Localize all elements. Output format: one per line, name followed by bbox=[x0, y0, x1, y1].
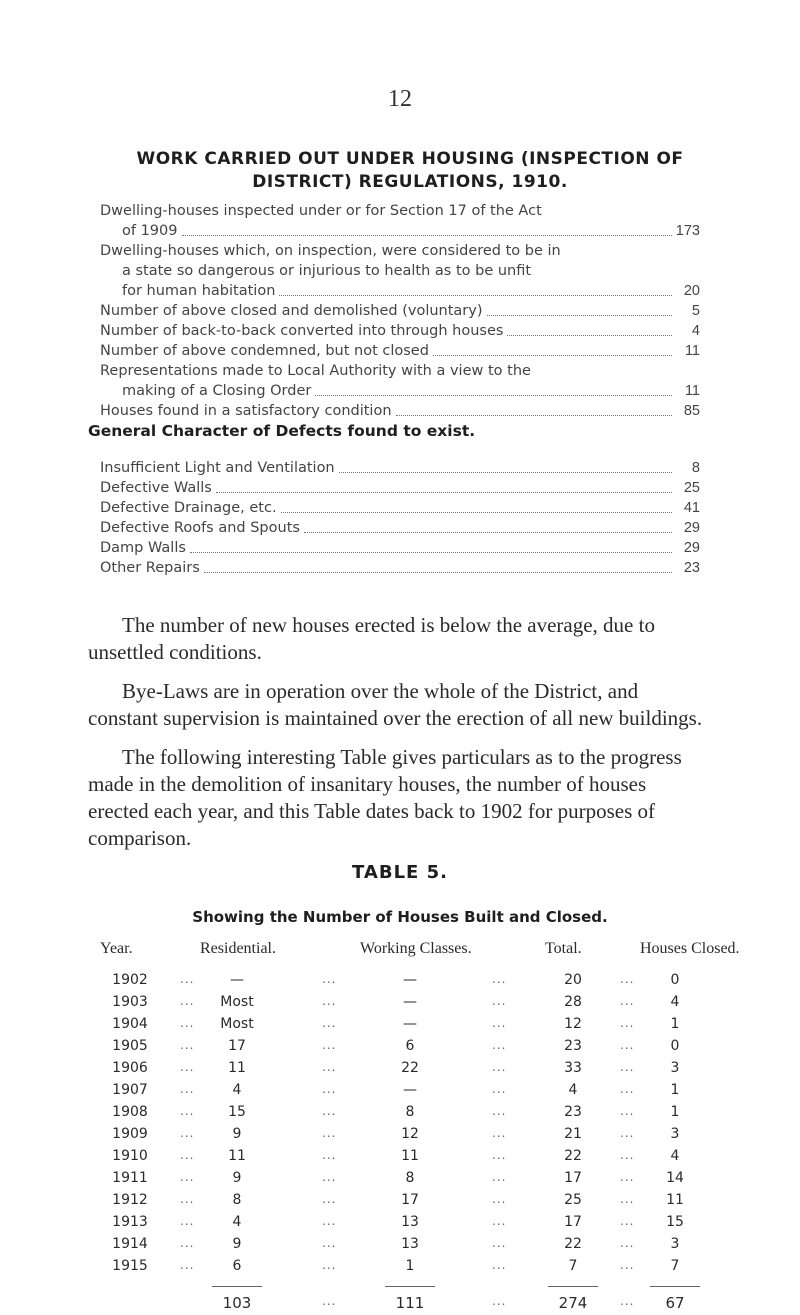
dot-separator: ... bbox=[620, 1214, 635, 1228]
defect-label: Defective Drainage, etc. bbox=[100, 500, 277, 516]
inspection-item bbox=[100, 381, 700, 401]
cell-total: 25 bbox=[564, 1192, 582, 1208]
dot-separator: ... bbox=[180, 1258, 195, 1272]
defect-value: 29 bbox=[683, 540, 700, 556]
cell-total: 20 bbox=[564, 972, 582, 988]
dot-separator: ... bbox=[180, 1038, 195, 1052]
cell-total: 4 bbox=[568, 1082, 578, 1098]
cell-working: 12 bbox=[401, 1126, 419, 1142]
dot-leader bbox=[190, 552, 672, 553]
dot-separator: ... bbox=[620, 972, 635, 986]
dot-separator: ... bbox=[180, 994, 195, 1008]
defect-item bbox=[100, 478, 700, 498]
table-row bbox=[0, 1038, 800, 1060]
total-residential: 103 bbox=[222, 1294, 252, 1312]
total-rule bbox=[385, 1286, 435, 1287]
table-row bbox=[0, 1214, 800, 1236]
inspection-item-label: Houses found in a satisfactory condition bbox=[100, 403, 392, 419]
dot-separator: ... bbox=[322, 1126, 337, 1140]
cell-residential: 17 bbox=[228, 1038, 246, 1054]
column-header: Total. bbox=[545, 940, 582, 957]
dot-separator: ... bbox=[620, 1170, 635, 1184]
dot-separator: ... bbox=[492, 1148, 507, 1162]
dot-separator: ... bbox=[322, 994, 337, 1008]
cell-year: 1904 bbox=[112, 1016, 148, 1032]
dot-separator: ... bbox=[620, 1236, 635, 1250]
total-rule bbox=[650, 1286, 700, 1287]
cell-residential: 11 bbox=[228, 1148, 246, 1164]
dot-separator: ... bbox=[180, 1236, 195, 1250]
page-number: 12 bbox=[388, 86, 412, 112]
inspection-item-value: 11 bbox=[684, 383, 700, 399]
total-rule bbox=[212, 1286, 262, 1287]
cell-residential: 15 bbox=[228, 1104, 246, 1120]
dot-separator: ... bbox=[322, 1294, 337, 1308]
inspection-item bbox=[100, 221, 700, 241]
table-row bbox=[0, 1258, 800, 1280]
paragraph: Bye-Laws are in operation over the whole of the District, and constant supervision is maintained over the erection of all new buildings. bbox=[88, 679, 703, 730]
defect-label: Defective Walls bbox=[100, 480, 212, 496]
dot-separator: ... bbox=[180, 972, 195, 986]
table-row bbox=[0, 1082, 800, 1104]
inspection-item bbox=[100, 321, 700, 341]
cell-residential: 11 bbox=[228, 1060, 246, 1076]
paragraph: The following interesting Table gives particulars as to the progress made in the demolition of insanitary houses, the number of houses erected each year, and this Table dates back to 1902 for purposes of comparison. bbox=[88, 745, 682, 850]
dot-separator: ... bbox=[492, 1016, 507, 1030]
cell-closed: 1 bbox=[670, 1104, 680, 1120]
dot-separator: ... bbox=[180, 1148, 195, 1162]
dot-separator: ... bbox=[620, 1082, 635, 1096]
dot-separator: ... bbox=[620, 1192, 635, 1206]
dot-separator: ... bbox=[322, 1038, 337, 1052]
inspection-item bbox=[100, 401, 700, 421]
inspection-item-text: Representations made to Local Authority with a view to the bbox=[100, 363, 531, 379]
cell-residential: 9 bbox=[232, 1170, 242, 1186]
total-rule bbox=[548, 1286, 598, 1287]
table-row bbox=[0, 1104, 800, 1126]
cell-total: 22 bbox=[564, 1148, 582, 1164]
cell-year: 1905 bbox=[112, 1038, 148, 1054]
cell-residential: 4 bbox=[232, 1082, 242, 1098]
cell-year: 1915 bbox=[112, 1258, 148, 1274]
cell-closed: 1 bbox=[670, 1016, 680, 1032]
dot-leader bbox=[507, 335, 672, 336]
column-header: Houses Closed. bbox=[640, 940, 740, 957]
dot-leader bbox=[182, 235, 672, 236]
inspection-item-label: of 1909 bbox=[122, 223, 178, 239]
inspection-item bbox=[100, 281, 700, 301]
cell-closed: 0 bbox=[670, 972, 680, 988]
cell-closed: 3 bbox=[670, 1060, 680, 1076]
defect-value: 41 bbox=[683, 500, 700, 516]
inspection-item-value: 85 bbox=[683, 403, 700, 419]
cell-closed: 15 bbox=[666, 1214, 684, 1230]
cell-year: 1911 bbox=[112, 1170, 148, 1186]
inspection-item-label: making of a Closing Order bbox=[122, 383, 312, 399]
cell-closed: 4 bbox=[670, 1148, 680, 1164]
cell-total: 23 bbox=[564, 1104, 582, 1120]
cell-working: — bbox=[403, 994, 417, 1010]
dot-separator: ... bbox=[322, 1236, 337, 1250]
cell-year: 1912 bbox=[112, 1192, 148, 1208]
defect-label: Other Repairs bbox=[100, 560, 200, 576]
cell-year: 1913 bbox=[112, 1214, 148, 1230]
cell-year: 1902 bbox=[112, 972, 148, 988]
defect-label: Damp Walls bbox=[100, 540, 186, 556]
inspection-item-value: 11 bbox=[684, 343, 700, 359]
table-row bbox=[0, 1126, 800, 1148]
cell-year: 1914 bbox=[112, 1236, 148, 1252]
table-row bbox=[0, 1192, 800, 1214]
inspection-item-label: for human habitation bbox=[122, 283, 276, 299]
dot-leader bbox=[339, 472, 672, 473]
cell-working: — bbox=[403, 1082, 417, 1098]
cell-working: 11 bbox=[401, 1148, 419, 1164]
paragraph: The number of new houses erected is below the average, due to unsettled conditions. bbox=[88, 613, 655, 664]
dot-separator: ... bbox=[492, 972, 507, 986]
cell-total: 17 bbox=[564, 1170, 582, 1186]
defect-item bbox=[100, 538, 700, 558]
cell-residential: 8 bbox=[232, 1192, 242, 1208]
dot-separator: ... bbox=[322, 1060, 337, 1074]
dot-separator: ... bbox=[620, 1104, 635, 1118]
inspection-item-label: Number of back-to-back converted into through houses bbox=[100, 323, 504, 339]
dot-separator: ... bbox=[620, 1258, 635, 1272]
defect-value: 25 bbox=[683, 480, 700, 496]
dot-separator: ... bbox=[492, 1258, 507, 1272]
table-subtitle: Showing the Number of Houses Built and Closed. bbox=[192, 908, 608, 926]
cell-year: 1910 bbox=[112, 1148, 148, 1164]
cell-total: 23 bbox=[564, 1038, 582, 1054]
cell-working: 17 bbox=[401, 1192, 419, 1208]
cell-residential: — bbox=[230, 972, 244, 988]
inspection-item bbox=[100, 341, 700, 361]
cell-total: 33 bbox=[564, 1060, 582, 1076]
cell-working: 13 bbox=[401, 1236, 419, 1252]
defect-label: Defective Roofs and Spouts bbox=[100, 520, 300, 536]
cell-residential: 9 bbox=[232, 1126, 242, 1142]
dot-separator: ... bbox=[322, 1258, 337, 1272]
cell-total: 28 bbox=[564, 994, 582, 1010]
dot-separator: ... bbox=[620, 1038, 635, 1052]
defect-item bbox=[100, 518, 700, 538]
dot-separator: ... bbox=[322, 1214, 337, 1228]
cell-residential: 9 bbox=[232, 1236, 242, 1252]
cell-year: 1906 bbox=[112, 1060, 148, 1076]
dot-leader bbox=[304, 532, 672, 533]
inspection-item-label: Number of above condemned, but not closed bbox=[100, 343, 429, 359]
dot-separator: ... bbox=[620, 1126, 635, 1140]
inspection-list bbox=[100, 201, 700, 421]
dot-separator: ... bbox=[180, 1082, 195, 1096]
dot-leader bbox=[487, 315, 672, 316]
dot-separator: ... bbox=[492, 1214, 507, 1228]
table-title: TABLE 5. bbox=[352, 862, 448, 883]
dot-separator: ... bbox=[322, 1016, 337, 1030]
table-row bbox=[0, 972, 800, 994]
cell-closed: 0 bbox=[670, 1038, 680, 1054]
cell-total: 22 bbox=[564, 1236, 582, 1252]
inspection-item-text: Dwelling-houses which, on inspection, were considered to be in bbox=[100, 243, 561, 259]
table-row bbox=[0, 1016, 800, 1038]
total-total: 274 bbox=[558, 1294, 588, 1312]
page-title: WORK CARRIED OUT UNDER HOUSING (INSPECTION OF DISTRICT) REGULATIONS, 1910. bbox=[136, 149, 684, 192]
defect-label: Insufficient Light and Ventilation bbox=[100, 460, 335, 476]
cell-working: 1 bbox=[405, 1258, 415, 1274]
dot-separator: ... bbox=[322, 1170, 337, 1184]
cell-closed: 3 bbox=[670, 1126, 680, 1142]
cell-residential: 6 bbox=[232, 1258, 242, 1274]
dot-separator: ... bbox=[492, 1082, 507, 1096]
dot-separator: ... bbox=[180, 1214, 195, 1228]
cell-working: 13 bbox=[401, 1214, 419, 1230]
dot-leader bbox=[204, 572, 672, 573]
inspection-item-value: 4 bbox=[691, 323, 700, 339]
inspection-item bbox=[100, 301, 700, 321]
cell-year: 1903 bbox=[112, 994, 148, 1010]
dot-separator: ... bbox=[492, 1236, 507, 1250]
inspection-item-value: 5 bbox=[691, 303, 700, 319]
dot-leader bbox=[279, 295, 672, 296]
defects-list bbox=[100, 458, 700, 578]
inspection-item-text: a state so dangerous or injurious to health as to be unfit bbox=[122, 263, 532, 279]
dot-separator: ... bbox=[322, 1082, 337, 1096]
dot-separator: ... bbox=[492, 1126, 507, 1140]
defect-item bbox=[100, 558, 700, 578]
cell-working: — bbox=[403, 1016, 417, 1032]
cell-year: 1909 bbox=[112, 1126, 148, 1142]
dot-separator: ... bbox=[492, 994, 507, 1008]
cell-total: 12 bbox=[564, 1016, 582, 1032]
dot-separator: ... bbox=[180, 1060, 195, 1074]
cell-residential: 4 bbox=[232, 1214, 242, 1230]
cell-total: 17 bbox=[564, 1214, 582, 1230]
cell-closed: 1 bbox=[670, 1082, 680, 1098]
cell-year: 1908 bbox=[112, 1104, 148, 1120]
cell-working: — bbox=[403, 972, 417, 988]
cell-residential: Most bbox=[220, 1016, 254, 1032]
dot-separator: ... bbox=[322, 972, 337, 986]
body-paragraphs bbox=[88, 612, 708, 864]
dot-separator: ... bbox=[180, 1192, 195, 1206]
table-row bbox=[0, 1148, 800, 1170]
cell-closed: 14 bbox=[666, 1170, 684, 1186]
defects-heading: General Character of Defects found to exist. bbox=[88, 422, 476, 440]
dot-separator: ... bbox=[620, 1060, 635, 1074]
dot-leader bbox=[315, 395, 672, 396]
cell-working: 8 bbox=[405, 1170, 415, 1186]
cell-year: 1907 bbox=[112, 1082, 148, 1098]
dot-separator: ... bbox=[620, 1148, 635, 1162]
cell-working: 6 bbox=[405, 1038, 415, 1054]
cell-working: 8 bbox=[405, 1104, 415, 1120]
dot-separator: ... bbox=[322, 1104, 337, 1118]
dot-separator: ... bbox=[180, 1016, 195, 1030]
defect-value: 23 bbox=[683, 560, 700, 576]
dot-leader bbox=[396, 415, 672, 416]
dot-separator: ... bbox=[620, 1294, 635, 1308]
dot-separator: ... bbox=[180, 1104, 195, 1118]
inspection-item-value: 173 bbox=[675, 223, 700, 239]
defect-value: 29 bbox=[683, 520, 700, 536]
dot-separator: ... bbox=[492, 1294, 507, 1308]
defect-value: 8 bbox=[691, 460, 700, 476]
dot-leader bbox=[216, 492, 672, 493]
cell-total: 21 bbox=[564, 1126, 582, 1142]
dot-separator: ... bbox=[492, 1060, 507, 1074]
dot-leader bbox=[433, 355, 672, 356]
dot-separator: ... bbox=[492, 1170, 507, 1184]
table-row bbox=[0, 1236, 800, 1258]
total-working: 111 bbox=[395, 1294, 425, 1312]
cell-closed: 4 bbox=[670, 994, 680, 1010]
cell-closed: 3 bbox=[670, 1236, 680, 1252]
column-header: Residential. bbox=[200, 940, 276, 957]
dot-separator: ... bbox=[492, 1038, 507, 1052]
defect-item bbox=[100, 458, 700, 478]
cell-working: 22 bbox=[401, 1060, 419, 1076]
dot-separator: ... bbox=[620, 994, 635, 1008]
cell-closed: 11 bbox=[666, 1192, 684, 1208]
dot-separator: ... bbox=[492, 1192, 507, 1206]
inspection-item-text: Dwelling-houses inspected under or for Section 17 of the Act bbox=[100, 203, 542, 219]
table-row bbox=[0, 1170, 800, 1192]
dot-separator: ... bbox=[180, 1170, 195, 1184]
cell-total: 7 bbox=[568, 1258, 578, 1274]
column-header: Working Classes. bbox=[360, 940, 472, 957]
dot-separator: ... bbox=[620, 1016, 635, 1030]
dot-separator: ... bbox=[180, 1126, 195, 1140]
defect-item bbox=[100, 498, 700, 518]
dot-separator: ... bbox=[322, 1148, 337, 1162]
column-header: Year. bbox=[100, 940, 133, 957]
inspection-item-label: Number of above closed and demolished (voluntary) bbox=[100, 303, 483, 319]
inspection-item-value: 20 bbox=[683, 283, 700, 299]
cell-closed: 7 bbox=[670, 1258, 680, 1274]
total-closed: 67 bbox=[665, 1294, 685, 1312]
dot-leader bbox=[281, 512, 672, 513]
table-row bbox=[0, 994, 800, 1016]
dot-separator: ... bbox=[492, 1104, 507, 1118]
table-row bbox=[0, 1060, 800, 1082]
cell-residential: Most bbox=[220, 994, 254, 1010]
dot-separator: ... bbox=[322, 1192, 337, 1206]
